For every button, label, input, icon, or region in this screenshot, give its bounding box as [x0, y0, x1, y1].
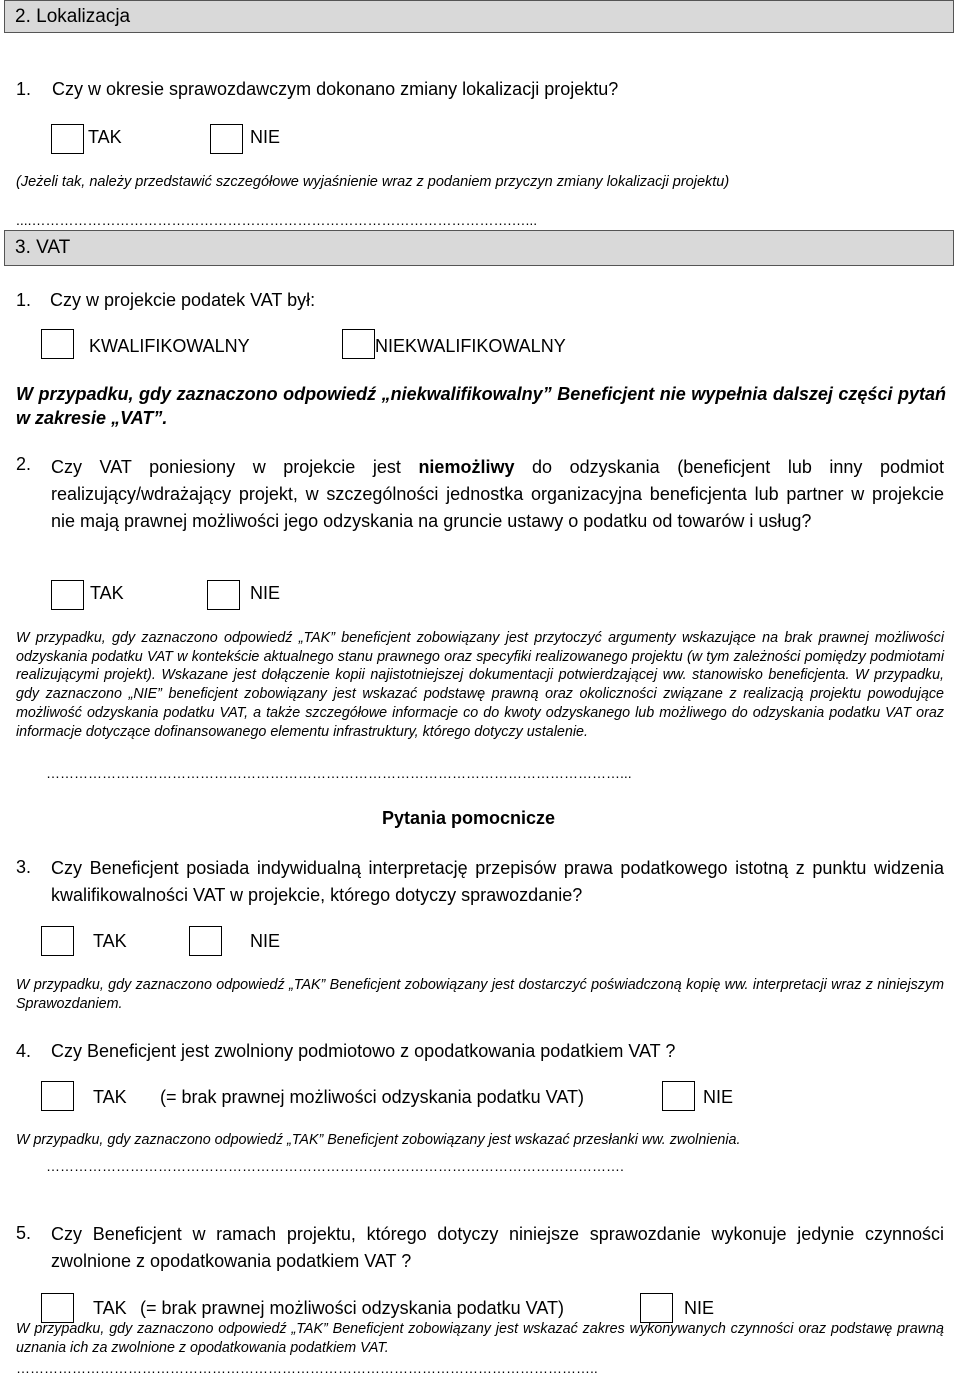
- section-title: 2. Lokalizacja: [15, 5, 131, 27]
- checkbox-niekwalifikowalny[interactable]: [342, 329, 375, 359]
- option-label-nie: NIE: [684, 1298, 715, 1318]
- subsection-heading: Pytania pomocnicze: [382, 808, 556, 828]
- section-header-lokalizacja: [4, 0, 954, 33]
- answer-line: ....………………………………………………………………………………………….…...: [16, 212, 538, 228]
- question-number: 4.: [16, 1041, 32, 1061]
- checkbox-tak[interactable]: [41, 1293, 74, 1323]
- checkbox-tak[interactable]: [51, 580, 84, 610]
- instruction-note: (Jeżeli tak, należy przedstawić szczegółowe wyjaśnienie wraz z podaniem przyczyn zmiany lokalizacji projektu): [16, 174, 730, 190]
- conditional-note: W przypadku, gdy zaznaczono odpowiedź „niekwalifikowalny” Beneficjent nie wypełnia dalszej części pytań w zakresie „VAT”.: [16, 384, 946, 428]
- question-emphasis: niemożliwy: [418, 457, 515, 477]
- option-label-nie: NIE: [250, 931, 281, 951]
- question-text: Czy w okresie sprawozdawczym dokonano zmiany lokalizacji projektu?: [52, 79, 619, 99]
- instruction-note: W przypadku, gdy zaznaczono odpowiedź „TAK” beneficjent zobowiązany jest przytoczyć argumenty wskazujące na brak prawnej możliwości odzyskania podatku VAT w kontekście aktualnego stanu prawnego oraz specyfiki realizowanego projektu (w tym zależności pomiędzy podmiotami realizującymi projekt). Wskazane jest dołączenie kopii najistotniejszej dokumentacji potwierdzającej ww. stanowisko beneficjenta. W przypadku, gdy zaznaczono „NIE” beneficjent zobowiązany jest wskazać podstawę prawną oraz okoliczności związane z realizacją projektu powodujące możliwość odzyskania podatku VAT, a także szczegółowe informacje co do kwoty odzyskanego lub możliwego do odzyskania podatku VAT oraz informacje dotyczące dofinansowanego elementu infrastruktury, którego dotyczy ustalenie.: [16, 630, 944, 740]
- question-number: 5.: [16, 1223, 32, 1243]
- checkbox-nie[interactable]: [640, 1293, 673, 1323]
- question-number: 3.: [16, 857, 32, 877]
- option-label-niekwalifikowalny: NIEKWALIFIKOWALNY: [375, 336, 566, 356]
- question-number: 1.: [16, 79, 32, 99]
- question-text: Czy Beneficjent w ramach projektu, którego dotyczy niniejsze sprawozdanie wykonuje jedynie czynności zwolnione z opodatkowania podatkiem VAT ?: [51, 1224, 944, 1271]
- question-number: 1.: [16, 290, 32, 310]
- checkbox-tak[interactable]: [51, 124, 84, 154]
- checkbox-nie[interactable]: [662, 1081, 695, 1111]
- checkbox-tak[interactable]: [41, 1081, 74, 1111]
- option-explanation: (= brak prawnej możliwości odzyskania podatku VAT): [160, 1087, 585, 1107]
- question-text: [51, 454, 944, 535]
- option-explanation: (= brak prawnej możliwości odzyskania podatku VAT): [140, 1298, 565, 1318]
- option-label-tak: TAK: [93, 1087, 127, 1107]
- section-title: 3. VAT: [15, 237, 71, 258]
- checkbox-nie[interactable]: [210, 124, 243, 154]
- instruction-note: W przypadku, gdy zaznaczono odpowiedź „TAK” Beneficjent zobowiązany jest dostarczyć poświadczoną kopię ww. interpretacji wraz z niniejszym Sprawozdaniem.: [16, 977, 944, 1012]
- option-label-tak: TAK: [90, 583, 124, 603]
- answer-line: ……………………………………………………………………………………………………………..: [16, 1360, 598, 1376]
- answer-line: ……………………………………………………………………………………………………………...: [46, 765, 632, 781]
- option-label-tak: TAK: [88, 127, 122, 147]
- instruction-note: W przypadku, gdy zaznaczono odpowiedź „TAK” Beneficjent zobowiązany jest wskazać zakres wykonywanych czynności oraz podstawę prawną uznania ich za zwolnione z opodatkowania podatkiem VAT.: [16, 1321, 944, 1356]
- section-header-vat: [4, 230, 954, 266]
- question-text: Czy Beneficjent jest zwolniony podmiotowo z opodatkowania podatkiem VAT ?: [51, 1041, 676, 1061]
- checkbox-kwalifikowalny[interactable]: [41, 329, 74, 359]
- option-label-nie: NIE: [703, 1087, 734, 1107]
- option-label-tak: TAK: [93, 1298, 127, 1318]
- checkbox-tak[interactable]: [41, 926, 74, 956]
- question-text-part: Czy VAT poniesiony w projekcie jest: [51, 457, 419, 477]
- question-text: Czy w projekcie podatek VAT był:: [50, 290, 316, 310]
- option-label-nie: NIE: [250, 583, 281, 603]
- option-label-kwalifikowalny: KWALIFIKOWALNY: [89, 336, 250, 356]
- question-text: Czy Beneficjent posiada indywidualną interpretację przepisów prawa podatkowego istotną z punktu widzenia kwalifikowalności VAT w projekcie, którego dotyczy sprawozdanie?: [51, 858, 944, 905]
- answer-line: …………………………………………………………………………………………………………….: [46, 1158, 624, 1174]
- instruction-note: W przypadku, gdy zaznaczono odpowiedź „TAK” Beneficjent zobowiązany jest wskazać przesłanki ww. zwolnienia.: [16, 1132, 741, 1148]
- checkbox-nie[interactable]: [207, 580, 240, 610]
- option-label-nie: NIE: [250, 127, 281, 147]
- question-text-part: do odzyskania (beneficjent lub inny podmiot realizujący/wdrażający projekt, w szczególności jednostka organizacyjna beneficjenta lub partner w projekcie nie mają prawnej możliwości jego odzyskania na gruncie ustawy o podatku od towarów i usług?: [51, 457, 944, 531]
- checkbox-nie[interactable]: [189, 926, 222, 956]
- question-number: 2.: [16, 454, 32, 474]
- option-label-tak: TAK: [93, 931, 127, 951]
